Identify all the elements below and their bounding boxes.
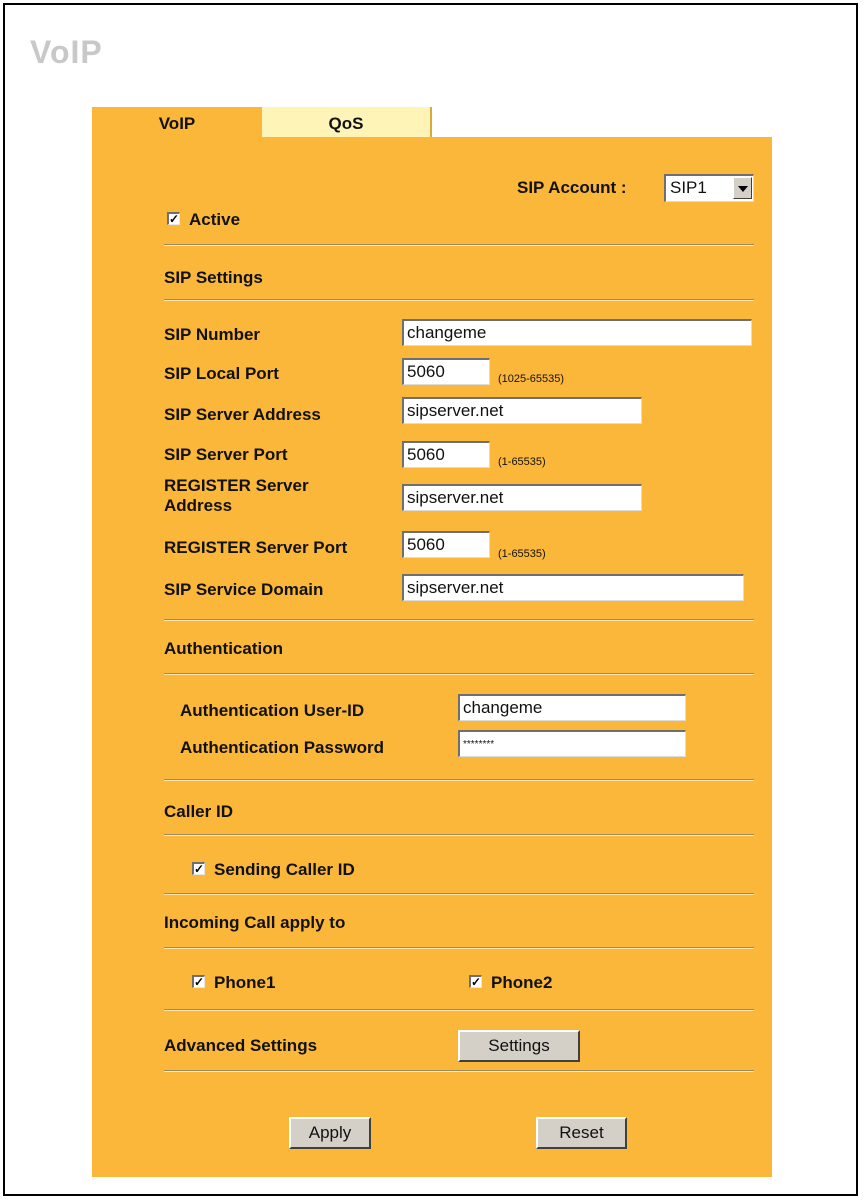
sip-server-port-label: SIP Server Port [164, 445, 288, 464]
reset-button[interactable]: Reset [536, 1117, 627, 1149]
register-server-port-range: (1-65535) [498, 548, 546, 560]
divider [164, 673, 754, 675]
auth-user-id-label: Authentication User-ID [180, 701, 365, 720]
phone1-checkbox[interactable]: ✓ [194, 975, 205, 989]
sip-account-label: SIP Account : [517, 178, 627, 197]
divider [164, 299, 754, 301]
register-server-address-label-line1: REGISTER Server [164, 476, 309, 495]
sip-service-domain-input[interactable] [402, 574, 744, 601]
register-server-port-input[interactable] [402, 531, 490, 558]
auth-user-id-input[interactable] [458, 694, 686, 721]
active-checkbox[interactable]: ✓ [169, 212, 180, 226]
auth-password-input[interactable] [458, 730, 686, 757]
tab-voip[interactable]: VoIP [92, 107, 262, 137]
auth-password-label: Authentication Password [180, 738, 385, 757]
phone2-checkbox[interactable]: ✓ [471, 975, 482, 989]
authentication-heading: Authentication [164, 639, 283, 658]
divider [164, 947, 754, 949]
advanced-settings-label: Advanced Settings [164, 1036, 318, 1055]
sip-settings-heading: SIP Settings [164, 268, 263, 287]
register-server-address-label-line2: Address [164, 496, 233, 515]
sip-server-address-label: SIP Server Address [164, 405, 321, 424]
divider [164, 779, 754, 781]
settings-button[interactable]: Settings [458, 1030, 580, 1062]
sip-account-value: SIP1 [670, 178, 707, 197]
sip-account-select[interactable] [664, 174, 754, 202]
register-server-address-input[interactable] [402, 484, 642, 511]
tab-qos[interactable]: QoS [262, 107, 432, 137]
sip-service-domain-label: SIP Service Domain [164, 580, 324, 599]
sip-number-input[interactable] [402, 319, 752, 346]
incoming-call-heading: Incoming Call apply to [164, 913, 346, 932]
sip-local-port-range: (1025-65535) [498, 373, 565, 385]
divider [164, 244, 754, 246]
sip-server-address-input[interactable] [402, 397, 642, 424]
apply-button[interactable]: Apply [289, 1117, 371, 1149]
sending-caller-id-checkbox[interactable]: ✓ [194, 862, 205, 876]
caller-id-heading: Caller ID [164, 802, 233, 821]
divider [164, 619, 754, 621]
divider [164, 1070, 754, 1072]
register-server-port-label: REGISTER Server Port [164, 538, 348, 557]
phone1-label: Phone1 [214, 973, 276, 992]
sip-server-port-range: (1-65535) [498, 456, 546, 468]
sip-server-port-input[interactable] [402, 441, 490, 468]
page-title: VoIP [30, 34, 103, 70]
phone2-label: Phone2 [491, 973, 553, 992]
chevron-down-icon[interactable] [733, 177, 752, 199]
sip-local-port-label: SIP Local Port [164, 364, 279, 383]
divider [164, 893, 754, 895]
active-label: Active [189, 210, 241, 229]
sending-caller-id-label: Sending Caller ID [214, 860, 355, 879]
sip-local-port-input[interactable] [402, 358, 490, 385]
voip-settings-panel [92, 137, 772, 1177]
sip-number-label: SIP Number [164, 325, 261, 344]
divider [164, 1009, 754, 1011]
divider [164, 834, 754, 836]
